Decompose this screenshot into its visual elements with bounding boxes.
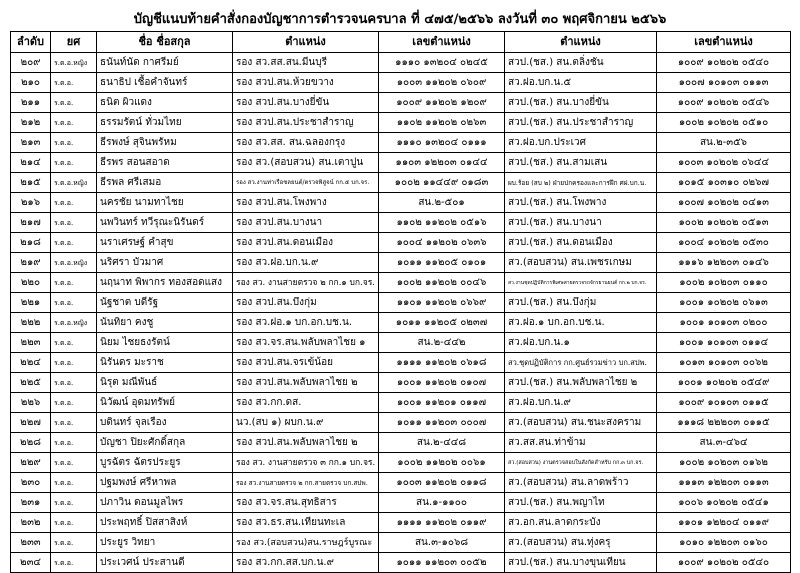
cell-old-position: รอง สวป.สน.ดอนเมือง	[233, 233, 379, 253]
cell-name: นิรันดร มะราช	[97, 353, 233, 373]
cell-old-position: รอง สว.สส. สน.ฉลองกรุง	[233, 133, 379, 153]
cell-old-position: นว.(สบ ๑) ผบก.น.๙	[233, 413, 379, 433]
cell-old-position-number: ๑๐๐๒ ๑๑๒๐๒ ๐๐๔๖	[379, 273, 505, 293]
header-order: ลำดับ	[11, 32, 51, 53]
cell-old-position: รอง สว.(สอบสวน) สน.เตาปูน	[233, 153, 379, 173]
cell-old-position-number: ๑๐๐๔ ๑๑๒๐๒ ๐๖๓๖	[379, 233, 505, 253]
cell-rank: ร.ต.อ.	[51, 73, 97, 93]
table-row	[11, 273, 791, 293]
cell-new-position: สวป.(ชส.) สน.โพงพาง	[505, 193, 657, 213]
cell-new-position: สว.สส.สน.ท่าข้าม	[505, 433, 657, 453]
cell-name: นิรุต มณีพันธ์	[97, 373, 233, 393]
cell-new-position: สว.ฝอ.บก.น.๙	[505, 393, 657, 413]
table-row	[11, 153, 791, 173]
cell-rank: ร.ต.อ.	[51, 353, 97, 373]
cell-new-position: สวป.(ชส.) สน.ตลิ่งชัน	[505, 53, 657, 73]
header-old-position: ตำแหน่ง	[233, 32, 379, 53]
cell-new-position-number: สน.๓-๔๖๔	[657, 433, 791, 453]
cell-order: ๒๒๗	[11, 413, 51, 433]
cell-name: ปภาวิน ดอนมูลไพร	[97, 493, 233, 513]
cell-rank: ร.ต.อ.	[51, 233, 97, 253]
cell-old-position-number: สน.๒-๔๔๘	[379, 433, 505, 453]
cell-rank: ร.ต.อ.หญิง	[51, 253, 97, 273]
cell-name: บัญชา ปิยะศักดิ์สกุล	[97, 433, 233, 453]
cell-order: ๒๒๘	[11, 433, 51, 453]
header-rank: ยศ	[51, 32, 97, 53]
header-old-position-number: เลขตำแหน่ง	[379, 32, 505, 53]
table-row	[11, 213, 791, 233]
cell-new-position-number: ๑๐๐๑ ๑๐๑๐๓ ๐๑๑๔	[657, 333, 791, 353]
personnel-table	[10, 31, 791, 573]
cell-new-position-number: ๑๐๐๔ ๑๐๒๐๒ ๐๕๓๐	[657, 233, 791, 253]
cell-old-position-number: ๑๐๐๙ ๑๑๒๐๒ ๑๒๐๙	[379, 93, 505, 113]
cell-order: ๒๒๓	[11, 333, 51, 353]
cell-name: ธรรมรัตน์ ทั่วมไทย	[97, 113, 233, 133]
cell-rank: ร.ต.อ.	[51, 493, 97, 513]
cell-name: นพวินทร์ ทวีรุณะนิรันดร์	[97, 213, 233, 233]
cell-old-position: รอง สว.สส.สน.มีนบุรี	[233, 53, 379, 73]
table-row	[11, 353, 791, 373]
cell-rank: ร.ต.อ.	[51, 433, 97, 453]
table-row	[11, 553, 791, 573]
cell-rank: ร.ต.อ.	[51, 393, 97, 413]
cell-old-position: รอง สว.ธร.สน.เทียนทะเล	[233, 513, 379, 533]
cell-name: นฤนาท พิพากร ทองสอดแสง	[97, 273, 233, 293]
cell-order: ๒๑๗	[11, 213, 51, 233]
cell-new-position: สว.(สอบสวน) สน.ทุ่งครุ	[505, 533, 657, 553]
cell-name: นราเศรษฐ์ คำสุข	[97, 233, 233, 253]
cell-name: ธีรพล ศรีเสมอ	[97, 173, 233, 193]
cell-new-position: สวป.(ชส.) สน.บางขุนเทียน	[505, 553, 657, 573]
cell-new-position: สวป.(ชส.) สน.พลับพลาไชย ๒	[505, 373, 657, 393]
cell-order: ๒๒๐	[11, 273, 51, 293]
cell-order: ๒๓๔	[11, 553, 51, 573]
cell-name: บดินทร์ จุลเรือง	[97, 413, 233, 433]
cell-old-position: รอง สว.จร.สน.สุทธิสาร	[233, 493, 379, 513]
cell-name: ปฐมพงษ์ ศรีหาพล	[97, 473, 233, 493]
cell-old-position: รอง สวป.สน.ห้วยขวาง	[233, 73, 379, 93]
cell-new-position-number: ๑๐๐๒ ๑๐๒๐๓ ๐๑๑๐	[657, 273, 791, 293]
table-header-row	[11, 32, 791, 53]
cell-name: นครชัย นามทาไชย	[97, 193, 233, 213]
cell-name: นิวัฒน์ อุดมทรัพย์	[97, 393, 233, 413]
cell-new-position: สว.อก.สน.ลาดกระบัง	[505, 513, 657, 533]
cell-rank: ร.ต.อ.หญิง	[51, 313, 97, 333]
cell-old-position: รอง สวป.สน.พลับพลาไชย ๒	[233, 373, 379, 393]
table-row	[11, 233, 791, 253]
cell-name: นริศรา บัวมาศ	[97, 253, 233, 273]
cell-name: ประพฤทธิ์ ปิสสาสิงห์	[97, 513, 233, 533]
cell-old-position-number: ๑๑๑๐ ๑๓๒๐๔ ๐๑๑๑	[379, 133, 505, 153]
cell-rank: ร.ต.อ.	[51, 213, 97, 233]
cell-rank: ร.ต.อ.	[51, 93, 97, 113]
table-row	[11, 393, 791, 413]
cell-name: นิยม ไชยธงรัตน์	[97, 333, 233, 353]
cell-old-position-number: ๑๐๑๑ ๑๑๒๐๓ ๐๐๕๒	[379, 553, 505, 573]
cell-order: ๒๓๑	[11, 493, 51, 513]
cell-rank: ร.ต.อ.	[51, 473, 97, 493]
cell-old-position: รอง สว. งานสายตรวจ ๓ กก.๑ บก.จร.	[233, 453, 379, 473]
cell-rank: ร.ต.อ.	[51, 373, 97, 393]
cell-old-position-number: ๑๑๑๑ ๑๑๒๐๒ ๐๖๑๘	[379, 353, 505, 373]
cell-name: นันทิยา คงชู	[97, 313, 233, 333]
cell-rank: ร.ต.อ.	[51, 193, 97, 213]
table-row	[11, 473, 791, 493]
table-row	[11, 373, 791, 393]
cell-old-position-number: สน.๑-๑๑๐๐	[379, 493, 505, 513]
cell-name: บูรฉัตร ฉัตรประยูร	[97, 453, 233, 473]
cell-order: ๒๑๕	[11, 173, 51, 193]
table-row	[11, 413, 791, 433]
table-row	[11, 333, 791, 353]
cell-rank: ร.ต.อ.	[51, 413, 97, 433]
cell-order: ๒๒๙	[11, 453, 51, 473]
cell-order: ๒๑๖	[11, 193, 51, 213]
cell-new-position: สว.ฝอ.บก.น.๑	[505, 333, 657, 353]
cell-new-position-number: ๑๐๐๒ ๑๐๒๐๒ ๐๕๑๓	[657, 213, 791, 233]
cell-new-position-number: ๑๐๐๙ ๑๐๒๐๒ ๐๕๔๖	[657, 93, 791, 113]
cell-new-position-number: สน.๒-๓๕๖	[657, 133, 791, 153]
cell-rank: ร.ต.อ.	[51, 553, 97, 573]
cell-old-position: รอง สว.งานท่าเรือชลยนต์/ตรวจพิสูจน์ กก.๕ บก.จร.	[233, 173, 379, 193]
cell-old-position-number: ๑๑๑๑ ๑๑๒๐๒ ๐๑๑๙	[379, 513, 505, 533]
cell-new-position: สวป.(ชส.) สน.สามเสน	[505, 153, 657, 173]
cell-new-position-number: ๑๑๑๓ ๑๒๒๐๓ ๐๑๑๓	[657, 473, 791, 493]
table-row	[11, 453, 791, 473]
cell-new-position-number: ๑๑๑๘ ๒๒๒๐๓ ๐๑๑๕	[657, 413, 791, 433]
cell-rank: ร.ต.อ.หญิง	[51, 173, 97, 193]
cell-new-position-number: ๑๐๐๙ ๑๐๑๐๓ ๐๑๑๕	[657, 393, 791, 413]
cell-new-position: ผบ.ร้อย (สบ ๒) ฝ่ายปกครองและการฝึก ศฝ.บก.น.	[505, 173, 657, 193]
cell-new-position: สว.(สอบสวน) งานตรวจสอบในสังกัดสำหรับ กก.๓ บก.จร.	[505, 453, 657, 473]
cell-old-position: รอง สวป.สน.จรเข้น้อย	[233, 353, 379, 373]
cell-order: ๒๑๘	[11, 233, 51, 253]
cell-new-position: สว.(สอบสวน) สน.ชนะสงคราม	[505, 413, 657, 433]
table-row	[11, 73, 791, 93]
table-row	[11, 53, 791, 73]
cell-name: ธีรพร สอนสอาด	[97, 153, 233, 173]
cell-new-position-number: ๑๐๐๒ ๑๐๒๐๓ ๐๑๖๒	[657, 453, 791, 473]
cell-order: ๒๒๒	[11, 313, 51, 333]
cell-old-position-number: ๑๐๐๓ ๑๑๒๐๒ ๐๖๐๙	[379, 73, 505, 93]
cell-new-position: สว.(สอบสวน) สน.เพชรเกษม	[505, 253, 657, 273]
table-row	[11, 93, 791, 113]
cell-old-position-number: ๑๐๐๒ ๑๑๒๐๒ ๐๐๖๑	[379, 453, 505, 473]
table-row	[11, 493, 791, 513]
cell-old-position: รอง สว. งานสายตรวจ ๒ กก.๑ บก.จร.	[233, 273, 379, 293]
cell-old-position-number: ๑๑๐๑ ๑๑๒๐๒ ๐๖๖๙	[379, 293, 505, 313]
cell-order: ๒๓๒	[11, 513, 51, 533]
cell-old-position-number: ๑๐๐๓ ๑๑๒๐๒ ๐๑๑๘	[379, 473, 505, 493]
cell-new-position: สวป.(ชส.) สน.บางนา	[505, 213, 657, 233]
table-row	[11, 533, 791, 553]
cell-new-position: สว.(สอบสวน) สน.ลาดพร้าว	[505, 473, 657, 493]
cell-old-position-number: สน.๒-๕๐๑	[379, 193, 505, 213]
cell-new-position: สวป.(ชส.) สน.ประชาสำราญ	[505, 113, 657, 133]
table-row	[11, 173, 791, 193]
cell-new-position-number: ๑๐๐๗ ๑๐๑๐๓ ๐๑๑๓	[657, 73, 791, 93]
cell-name: นัฐชาต บดีรัฐ	[97, 293, 233, 313]
cell-new-position: สว.ฝอ.๑ บก.อก.บช.น.	[505, 313, 657, 333]
cell-old-position: รอง สวป.สน.โพงพาง	[233, 193, 379, 213]
header-new-position-number: เลขตำแหน่ง	[657, 32, 791, 53]
cell-new-position-number: ๑๐๐๑ ๑๐๒๐๒ ๐๕๔๙	[657, 373, 791, 393]
cell-new-position-number: ๑๐๑๕ ๑๐๓๑๐ ๐๒๖๗	[657, 173, 791, 193]
cell-rank: ร.ต.อ.	[51, 113, 97, 133]
cell-old-position-number: ๑๐๑๑ ๑๑๒๐๕ ๐๑๐๑	[379, 253, 505, 273]
cell-rank: ร.ต.อ.	[51, 453, 97, 473]
cell-new-position: สวป.(ชส.) สน.ดอนเมือง	[505, 233, 657, 253]
cell-old-position-number: ๑๑๑๐ ๑๓๒๐๔ ๐๒๔๕	[379, 53, 505, 73]
cell-new-position: สว.ฝอ.บก.ประเวศ	[505, 133, 657, 153]
table-row	[11, 113, 791, 133]
cell-rank: ร.ต.อ.	[51, 273, 97, 293]
cell-name: ธีรพงษ์ สุจินพรัหม	[97, 133, 233, 153]
table-row	[11, 313, 791, 333]
cell-new-position-number: ๑๐๐๓ ๑๐๒๐๒ ๐๖๔๔	[657, 153, 791, 173]
table-row	[11, 253, 791, 273]
cell-order: ๒๑๔	[11, 153, 51, 173]
cell-order: ๒๑๙	[11, 253, 51, 273]
cell-old-position: รอง สว.ฝอ.บก.น.๙	[233, 253, 379, 273]
cell-old-position-number: ๑๐๐๑ ๑๑๒๐๒ ๐๑๐๗	[379, 373, 505, 393]
cell-order: ๒๒๖	[11, 393, 51, 413]
cell-order: ๒๑๑	[11, 93, 51, 113]
cell-old-position-number: ๑๐๑๑ ๑๑๒๐๕ ๐๒๓๗	[379, 313, 505, 333]
cell-old-position: รอง สวป.สน.บางนา	[233, 213, 379, 233]
cell-old-position: รอง สว.ฝอ.๑ บก.อก.บช.น.	[233, 313, 379, 333]
cell-new-position-number: ๑๑๐๑ ๑๒๒๐๔ ๐๑๑๙	[657, 513, 791, 533]
cell-order: ๒๓๐	[11, 473, 51, 493]
cell-new-position-number: ๑๐๐๗ ๑๐๒๐๒ ๐๔๑๓	[657, 193, 791, 213]
cell-order: ๒๑๓	[11, 133, 51, 153]
cell-order: ๒๑๐	[11, 73, 51, 93]
document-title: บัญชีแนบท้ายคำสั่งกองบัญชาการตำรวจนครบาล ที่ ๔๗๕/๒๕๖๖ ลงวันที่ ๓๐ พฤศจิกายน ๒๕๖๖	[133, 12, 667, 27]
cell-order: ๒๒๑	[11, 293, 51, 313]
cell-new-position-number: ๑๐๐๙ ๑๐๒๐๒ ๐๕๔๐	[657, 553, 791, 573]
header-name: ชื่อ ชื่อสกุล	[97, 32, 233, 53]
cell-rank: ร.ต.อ.	[51, 153, 97, 173]
cell-name: ธนิต ผิวแดง	[97, 93, 233, 113]
table-row	[11, 193, 791, 213]
cell-old-position-number: สน.๓-๑๐๖๘	[379, 533, 505, 553]
cell-name: ธนันท์นัด กาศรีมย์	[97, 53, 233, 73]
cell-old-position: รอง สว.จร.สน.พลับพลาไชย ๑	[233, 333, 379, 353]
cell-rank: ร.ต.อ.	[51, 333, 97, 353]
table-row	[11, 133, 791, 153]
cell-new-position: สวป.(ชส.) สน.บึงกุ่ม	[505, 293, 657, 313]
cell-order: ๒๐๙	[11, 53, 51, 73]
cell-rank: ร.ต.อ.	[51, 513, 97, 533]
cell-old-position: รอง สวป.สน.บางยี่ขัน	[233, 93, 379, 113]
cell-old-position-number: ๑๑๐๓ ๑๒๒๐๓ ๐๑๔๔	[379, 153, 505, 173]
cell-rank: ร.ต.อ.	[51, 533, 97, 553]
cell-old-position: รอง สวป.สน.พลับพลาไชย ๒	[233, 433, 379, 453]
cell-old-position: รอง สว.งานสายตรวจ ๒ กก.สายตรวจ บก.สปพ.	[233, 473, 379, 493]
cell-new-position: สว.ฝอ.บก.น.๕	[505, 73, 657, 93]
cell-order: ๒๓๓	[11, 533, 51, 553]
table-row	[11, 433, 791, 453]
header-new-position: ตำแหน่ง	[505, 32, 657, 53]
cell-new-position-number: ๑๐๐๙ ๑๐๒๐๒ ๐๕๔๐	[657, 53, 791, 73]
cell-old-position-number: ๑๐๑๑ ๑๑๒๐๓ ๐๐๐๗	[379, 413, 505, 433]
cell-name: ธนาธิป เชื้อคำจันทร์	[97, 73, 233, 93]
cell-new-position: สวป.(ชส.) สน.บางยี่ขัน	[505, 93, 657, 113]
cell-rank: ร.ต.อ.หญิง	[51, 53, 97, 73]
cell-new-position-number: ๑๐๐๖ ๑๐๒๐๒ ๐๕๔๑	[657, 493, 791, 513]
cell-order: ๒๒๕	[11, 373, 51, 393]
cell-new-position-number: ๑๑๑๖ ๑๒๒๐๓ ๐๑๔๖	[657, 253, 791, 273]
cell-new-position: สว.ชุดปฏิบัติการ กก.ศูนย์รวมข่าว บก.สปพ.	[505, 353, 657, 373]
cell-old-position-number: ๑๑๐๒ ๑๑๒๐๒ ๐๕๑๖	[379, 213, 505, 233]
cell-new-position-number: ๑๐๐๑ ๑๐๑๐๓ ๐๒๐๐	[657, 313, 791, 333]
cell-old-position-number: ๑๐๐๒ ๑๑๔๔๙ ๐๑๘๓	[379, 173, 505, 193]
cell-old-position-number: สน.๒-๔๔๒	[379, 333, 505, 353]
cell-order: ๒๒๔	[11, 353, 51, 373]
cell-new-position-number: ๑๐๑๐ ๑๒๒๐๓ ๐๑๖๐	[657, 533, 791, 553]
cell-old-position: รอง สวป.สน.ประชาสำราญ	[233, 113, 379, 133]
cell-old-position: รอง สว.กก.สส.บก.น.๙	[233, 553, 379, 573]
cell-old-position: รอง สวป.สน.บึงกุ่ม	[233, 293, 379, 313]
cell-rank: ร.ต.อ.	[51, 133, 97, 153]
cell-new-position-number: ๑๐๐๑ ๑๐๒๐๒ ๐๖๑๓	[657, 293, 791, 313]
cell-old-position-number: ๑๐๐๑ ๑๑๒๐๑ ๐๑๑๗	[379, 393, 505, 413]
cell-new-position: สวป.(ชส.) สน.พญาไท	[505, 493, 657, 513]
cell-old-position: รอง สว.(สอบสวน)สน.ราษฎร์บูรณะ	[233, 533, 379, 553]
cell-new-position-number: ๑๐๑๓ ๑๐๑๐๓ ๐๐๖๒	[657, 353, 791, 373]
table-row	[11, 513, 791, 533]
cell-name: ประยูร วิทยา	[97, 533, 233, 553]
cell-rank: ร.ต.อ.	[51, 293, 97, 313]
cell-name: ประเวศน์ ประสานดี	[97, 553, 233, 573]
cell-old-position: รอง สว.กก.ดส.	[233, 393, 379, 413]
cell-new-position: สว.งานชุดปฏิบัติการพิเศษสายตรวจรถจักรยานยนต์ กก.๒ บก.จร.	[505, 273, 657, 293]
cell-order: ๒๑๒	[11, 113, 51, 133]
cell-new-position-number: ๑๐๐๒ ๑๐๒๐๒ ๐๕๑๐	[657, 113, 791, 133]
cell-old-position-number: ๑๑๐๒ ๑๑๒๐๒ ๐๒๖๓	[379, 113, 505, 133]
table-row	[11, 293, 791, 313]
